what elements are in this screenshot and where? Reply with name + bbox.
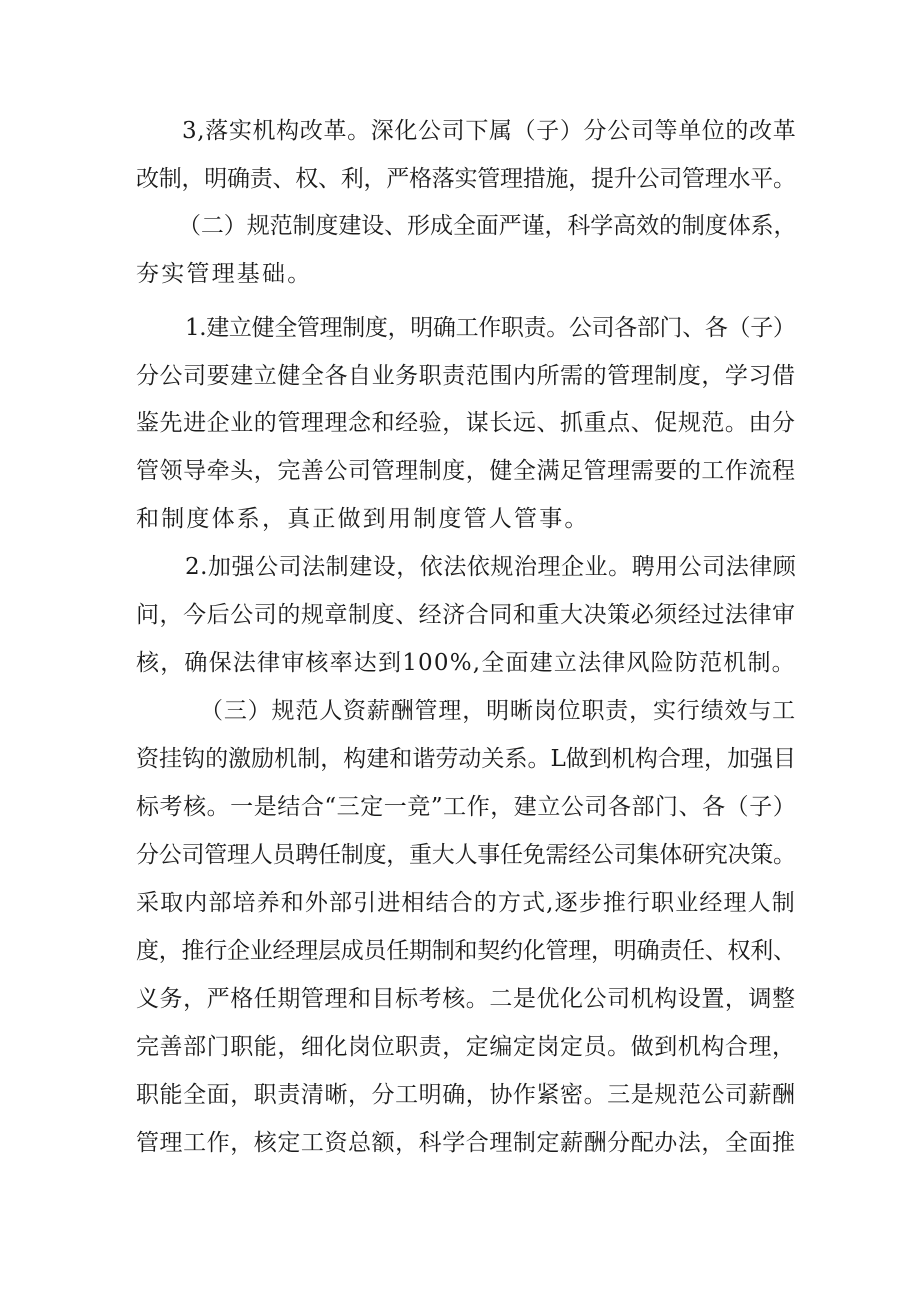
text-line: 分公司要建立健全各自业务职责范围内所需的管理制度，学习借	[136, 363, 796, 389]
text-line: 鉴先进企业的管理理念和经验，谋长远、抓重点、促规范。由分	[136, 410, 796, 436]
text-line: 管领导牵头，完善公司管理制度，健全满足管理需要的工作流程	[136, 458, 796, 484]
text-line: 1.建立健全管理制度，明确工作职责。公司各部门、各（子）	[185, 315, 796, 341]
text-line: 采取内部培养和外部引进相结合的方式,逐步推行职业经理人制	[136, 890, 796, 916]
text-line: 3,落实机构改革。深化公司下属（子）分公司等单位的改革	[182, 118, 797, 144]
text-line: 义务，严格任期管理和目标考核。二是优化公司机构设置，调整	[136, 986, 796, 1012]
text-line: 改制，明确责、权、利，严格落实管理措施，提升公司管理水平。	[136, 166, 796, 192]
text-line: 夯实管理基础。	[136, 261, 313, 287]
text-line: 和制度体系，真正做到用制度管人管事。	[136, 506, 590, 532]
text-line: 问，今后公司的规章制度、经济合同和重大决策必须经过法律审	[136, 602, 796, 628]
text-line: 核，确保法律审核率达到100%,全面建立法律风险防范机制。	[136, 650, 796, 676]
text-line: （二）规范制度建设、形成全面严谨，科学高效的制度体系，	[178, 213, 797, 239]
text-line: 职能全面，职责清晰，分工明确，协作紧密。三是规范公司薪酬	[136, 1082, 796, 1108]
text-line: 度，推行企业经理层成员任期制和契约化管理，明确责任、权利、	[136, 938, 796, 964]
text-line: （三）规范人资薪酬管理，明晰岗位职责，实行绩效与工	[200, 698, 796, 724]
text-line: 资挂钩的激励机制，构建和谐劳动关系。L做到机构合理，加强目	[136, 746, 797, 772]
text-line: 标考核。一是结合“三定一竞”工作，建立公司各部门、各（子）	[136, 794, 797, 820]
text-line: 管理工作，核定工资总额，科学合理制定薪酬分配办法，全面推	[136, 1130, 796, 1156]
text-line: 完善部门职能，细化岗位职责，定编定岗定员。做到机构合理，	[136, 1034, 796, 1060]
text-line: 2.加强公司法制建设，依法依规治理企业。聘用公司法律顾	[185, 554, 797, 580]
text-line: 分公司管理人员聘任制度，重大人事任免需经公司集体研究决策。	[136, 842, 796, 868]
